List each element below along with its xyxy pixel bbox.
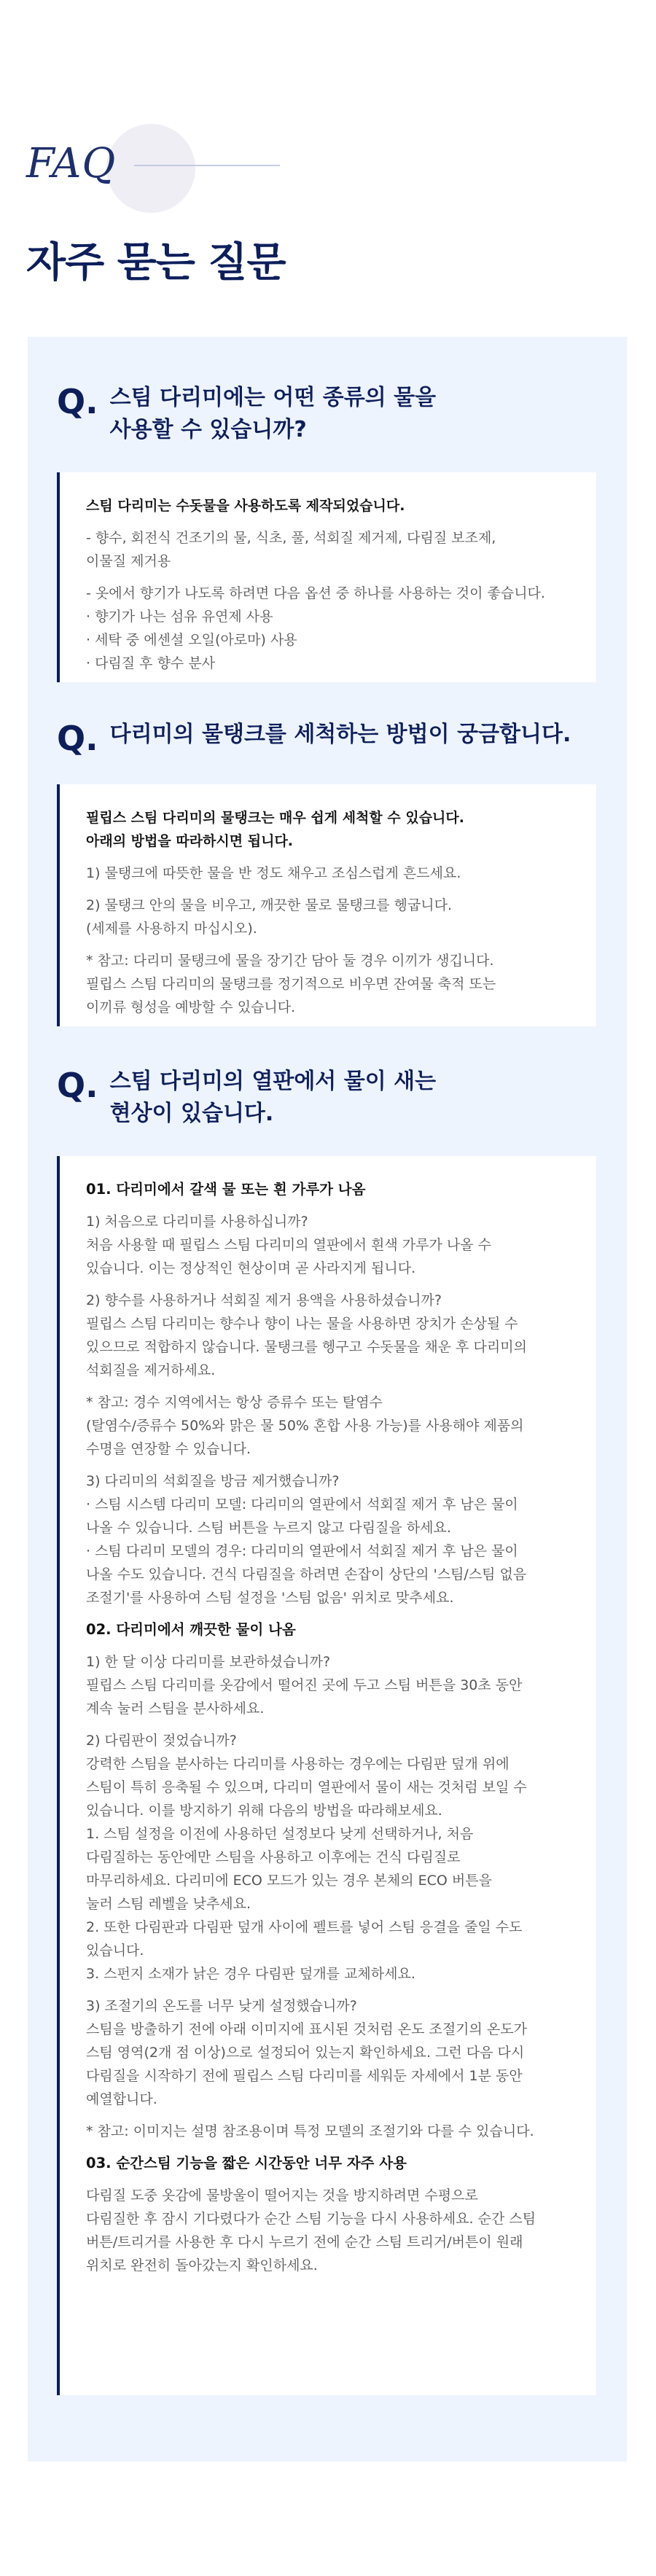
question-text: 스팀 다리미에는 어떤 종류의 물을 사용할 수 있습니까?: [109, 385, 437, 442]
page-title: 자주 묻는 질문: [26, 239, 286, 286]
answer-item: - 향수, 회전식 건조기의 물, 식초, 풀, 석회질 제거제, 다림질 보조제, 이물질 제거용: [86, 530, 496, 569]
answer-item: - 옷에서 향기가 나도록 하려면 다음 옵션 중 하나를 사용하는 것이 좋습니다. · 향기가 나는 섬유 유연제 사용 · 세탁 중 에센셜 오일(아로마) 사용 · 다림질 후 향수 분사: [86, 585, 545, 671]
answer-note: * 참고: 이미지는 설명 참조용이며 특정 모델의 조절기와 다를 수 있습니다.: [86, 2123, 534, 2139]
answer-item: 2) 다림판이 젖었습니까? 강력한 스팀을 분사하는 다리미를 사용하는 경우에는 다림판 덮개 위에 스팀이 특히 응축될 수 있으며, 다리미 열판에서 물이 새는 것처럼 보일 수 있습니다. 이를 방지하기 위해 다음의 방법을 따라해보세요. 1. 스팀 설정을 이전에 사용하던 설정보다 낮게 선택하거나, 처음 다림질하는 동안에만 스팀을 사용하고 이후에는 건식 다림질로 마무리하세요. 다리미에 ECO 모드가 있는 경우 본체의 ECO 버튼을 눌러 스팀 레벨을 낮추세요. 2. 또한 다림판과 다림판 덮개 사이에 펠트를 넣어 스팀 응결을 줄일 수도 있습니다. 3. 스펀지 소재가 낡은 경우 다림판 덮개를 교체하세요.: [86, 1733, 527, 1982]
decorative-line: [134, 165, 280, 166]
answer-item: 2) 물탱크 안의 물을 비우고, 깨끗한 물로 물탱크를 헹굽니다. (세제를 사용하지 마십시오).: [86, 897, 453, 937]
answer-lead: 필립스 스팀 다리미의 물탱크는 매우 쉽게 세척할 수 있습니다. 아래의 방법을 따라하시면 됩니다.: [86, 810, 464, 849]
faq-label: FAQ: [26, 140, 117, 187]
faq-answer-3: [57, 1156, 596, 2395]
q-mark: Q.: [57, 382, 98, 421]
q-mark: Q.: [57, 719, 98, 758]
faq-logo: [26, 124, 259, 211]
faq-question-3: [57, 1066, 436, 1130]
answer-note: * 참고: 다리미 물탱크에 물을 장기간 담아 둘 경우 이끼가 생깁니다. 필립스 스팀 다리미의 물탱크를 정기적으로 비우면 잔여물 축적 또는 이끼류 형성을 예방할 수 있습니다.: [86, 953, 496, 1015]
answer-item: 1) 한 달 이상 다리미를 보관하셨습니까? 필립스 스팀 다리미를 옷감에서 떨어진 곳에 두고 스팀 버튼을 30초 동안 계속 눌러 스팀을 분사하세요.: [86, 1654, 523, 1717]
answer-section-heading: 03. 순간스팀 기능을 짧은 시간동안 너무 자주 사용: [86, 2155, 407, 2171]
faq-answer-1: [57, 472, 596, 682]
question-text: 스팀 다리미의 열판에서 물이 새는 현상이 있습니다.: [109, 1069, 437, 1126]
answer-note: * 참고: 경수 지역에서는 항상 증류수 또는 탈염수 (탈염수/증류수 50%와 맑은 물 50% 혼합 사용 가능)를 사용해야 제품의 수명을 연장할 수 있습니다.: [86, 1394, 524, 1457]
answer-item: 1) 처음으로 다리미를 사용하십니까? 처음 사용할 때 필립스 스팀 다리미의 열판에서 흰색 가루가 나올 수 있습니다. 이는 정상적인 현상이며 곧 사라지게 됩니다.: [86, 1214, 491, 1276]
answer-item: 3) 다리미의 석회질을 방금 제거했습니까? · 스팀 시스템 다리미 모델: 다리미의 열판에서 석회질 제거 후 남은 물이 나올 수 있습니다. 스팀 버튼을 누르지 않고 다림질을 하세요. · 스팀 다리미 모델의 경우: 다리미의 열판에서 석회질 제거 후 남은 물이 나올 수도 있습니다. 건식 다림질을 하려면 손잡이 상단의 '스팀/스팀 없음 조절기'를 사용하여 스팀 설정을 '스팀 없음' 위치로 맞추세요.: [86, 1473, 527, 1606]
faq-panel: [28, 337, 627, 2462]
answer-item: 2) 향수를 사용하거나 석회질 제거 용액을 사용하셨습니까? 필립스 스팀 다리미는 향수나 향이 나는 물을 사용하면 장치가 손상될 수 있으므로 적합하지 않습니다. 물탱크를 헹구고 수돗물을 채운 후 다리미의 석회질을 제거하세요.: [86, 1292, 527, 1378]
q-mark: Q.: [57, 1066, 98, 1105]
answer-section-heading: 02. 다리미에서 깨끗한 물이 나옴: [86, 1621, 296, 1638]
faq-question-2: [57, 719, 571, 758]
answer-item: 1) 물탱크에 따뜻한 물을 반 정도 채우고 조심스럽게 흔드세요.: [86, 865, 461, 881]
answer-lead: 스팀 다리미는 수돗물을 사용하도록 제작되었습니다.: [86, 498, 405, 514]
answer-section-heading: 01. 다리미에서 갈색 물 또는 흰 가루가 나옴: [86, 1181, 366, 1198]
question-text: 다리미의 물탱크를 세척하는 방법이 궁금합니다.: [109, 722, 571, 747]
answer-item: 3) 조절기의 온도를 너무 낮게 설정했습니까? 스팀을 방출하기 전에 아래 이미지에 표시된 것처럼 온도 조절기의 온도가 스팀 영역(2개 점 이상)으로 설정되어 있는지 확인하세요. 그런 다음 다시 다림질을 시작하기 전에 필립스 스팀 다리미를 세워둔 자세에서 1분 동안 예열합니다.: [86, 1998, 527, 2107]
faq-answer-2: [57, 784, 596, 1026]
decorative-circle: [106, 124, 195, 213]
faq-question-1: [57, 382, 436, 446]
answer-item: 다림질 도중 옷감에 물방울이 떨어지는 것을 방지하려면 수평으로 다림질한 후 잠시 기다렸다가 순간 스팀 기능을 다시 사용하세요. 순간 스팀 버튼/트리거를 사용한 후 다시 누르기 전에 순간 스팀 트리거/버튼이 원래 위치로 완전히 돌아갔는지 확인하세요.: [86, 2187, 536, 2273]
